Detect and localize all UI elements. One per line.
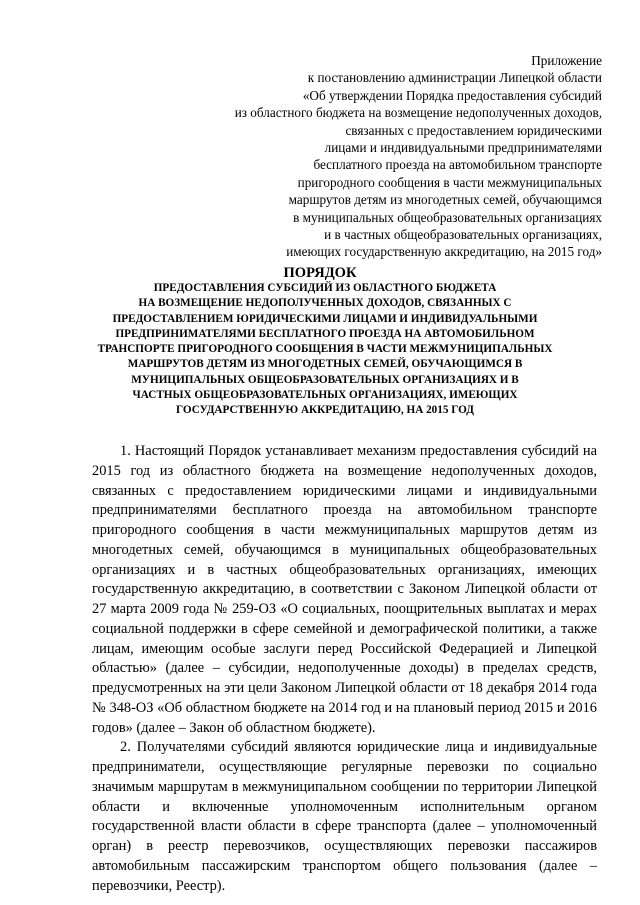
subtitle-line: ПРЕДОСТАВЛЕНИЕМ ЮРИДИЧЕСКИМИ ЛИЦАМИ И ИНДИВИДУАЛЬНЫМИ xyxy=(112,312,538,325)
appendix-line: в муниципальных общеобразовательных организациях xyxy=(293,209,602,225)
subtitle-line: НА ВОЗМЕЩЕНИЕ НЕДОПОЛУЧЕННЫХ ДОХОДОВ, СВЯЗАННЫХ С xyxy=(138,297,512,310)
appendix-line: «Об утверждении Порядка предоставления субсидий xyxy=(302,87,602,103)
document-title: ПОРЯДОК xyxy=(283,265,357,281)
subtitle-line: ПРЕДОСТАВЛЕНИЯ СУБСИДИЙ ИЗ ОБЛАСТНОГО БЮДЖЕТА xyxy=(153,282,497,294)
appendix-line: имеющих государственную аккредитацию, на 2015 год» xyxy=(286,244,602,260)
subtitle-line: ПРЕДПРИНИМАТЕЛЯМИ БЕСПЛАТНОГО ПРОЕЗДА НА АВТОМОБИЛЬНОМ xyxy=(115,327,535,340)
document-body xyxy=(92,442,597,896)
subtitle-line: ГОСУДАРСТВЕННУЮ АККРЕДИТАЦИЮ, НА 2015 ГОД xyxy=(176,404,474,417)
appendix-line: маршрутов детям из многодетных семей, обучающимся xyxy=(288,192,602,208)
appendix-line: бесплатного проезда на автомобильном транспорте xyxy=(313,157,602,173)
appendix-line: пригородного сообщения в части межмуниципальных xyxy=(297,174,602,190)
appendix-line: из областного бюджета на возмещение недополученных доходов, xyxy=(234,105,602,121)
appendix-header xyxy=(82,52,602,261)
paragraph-2: 2. Получателями субсидий являются юридические лица и индивидуальные предприниматели, осуществляющие регулярные перевозки по социально значимым маршрутам в межмуниципальном сообщении по территории Липецкой области и включенные уполномоченным исполнительным органом государственной власти области в сфере транспорта (далее – уполномоченный орган) в реестр перевозчиков, осуществляющих перевозки пассажиров автомобильным пассажирским транспортом общего пользования (далее – перевозчики, Реестр). xyxy=(92,739,597,894)
subtitle-line: ТРАНСПОРТЕ ПРИГОРОДНОГО СООБЩЕНИЯ В ЧАСТИ МЕЖМУНИЦИПАЛЬНЫХ xyxy=(97,343,553,356)
appendix-line: Приложение xyxy=(531,53,602,68)
subtitle-line: ЧАСТНЫХ ОБЩЕОБРАЗОВАТЕЛЬНЫХ ОРГАНИЗАЦИЯХ, ИМЕЮЩИХ xyxy=(132,389,518,402)
appendix-line: связанных с предоставлением юридическими xyxy=(345,122,602,138)
appendix-line: и в частных общеобразовательных организациях, xyxy=(324,227,602,243)
paragraph-1: 1. Настоящий Порядок устанавливает механизм предоставления субсидий на 2015 год из областного бюджета на возмещение недополученных доходов, связанных с предоставлением юридическими лицами и индивидуальными предпринимателями бесплатного проезда на автомобильном транспорте пригородного сообщения в части межмуниципальных маршрутов детям из многодетных семей, обучающимся в муниципальных общеобразовательных организациях и в частных общеобразовательных организациях, имеющих государственную аккредитацию, в соответствии с Законом Липецкой области от 27 марта 2009 года № 259-ОЗ «О социальных, поощрительных выплатах и мерах социальной поддержки в сфере семейной и демографической политики, а также лицам, имеющим особые заслуги перед Российской Федерацией и Липецкой областью» (далее – субсидии, недополученные доходы) в пределах средств, предусмотренных на эти цели Законом Липецкой области от 18 декабря 2014 года № 348-ОЗ «Об областном бюджете на 2014 год и на плановый период 2015 и 2016 годов» (далее – Закон об областном бюджете). xyxy=(92,443,597,736)
appendix-line: лицами и индивидуальными предпринимателями xyxy=(324,140,602,156)
appendix-line: к постановлению администрации Липецкой области xyxy=(307,70,602,86)
subtitle-line: МАРШРУТОВ ДЕТЯМ ИЗ МНОГОДЕТНЫХ СЕМЕЙ, ОБУЧАЮЩИМСЯ В xyxy=(127,358,523,371)
document-subtitle xyxy=(90,281,560,419)
subtitle-line: МУНИЦИПАЛЬНЫХ ОБЩЕОБРАЗОВАТЕЛЬНЫХ ОРГАНИЗАЦИЯХ И В xyxy=(131,373,519,386)
